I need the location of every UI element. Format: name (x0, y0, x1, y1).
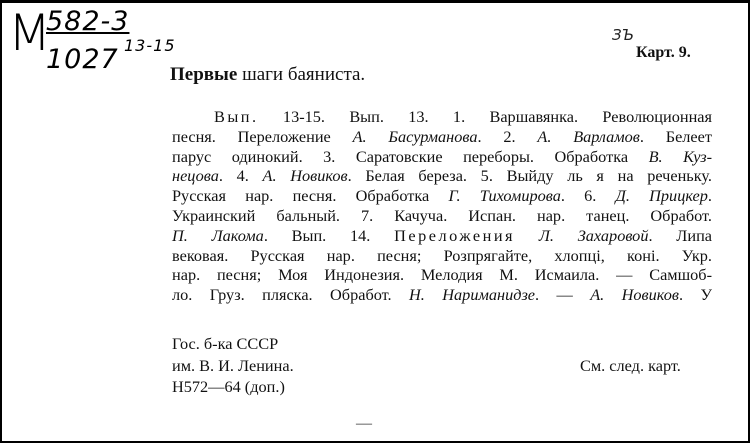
author-name: А. Варламов (537, 126, 640, 146)
body-fragment (515, 226, 539, 245)
body-fragment: вековая. Русская нар. песня; Розпрягайте, хлопці, коні. Укр. (172, 245, 712, 265)
author-name: А. Новиков (590, 285, 679, 305)
author-name: нецова (172, 166, 219, 186)
card-body (172, 107, 712, 305)
body-line (172, 226, 712, 246)
card-number: Карт. 9. (636, 44, 691, 61)
author-name: Н. Нариманидзе (409, 285, 536, 305)
body-fragment: . 6. (560, 186, 616, 206)
title-rest: шаги баяниста. (237, 64, 366, 85)
see-next-card: См. след. карт. (580, 356, 681, 375)
card-left-edge (0, 0, 2, 443)
body-line (172, 166, 712, 186)
library-dedication: им. В. И. Ленина. (172, 356, 294, 375)
body-line (172, 127, 712, 147)
body-fragment: . Липа (648, 225, 713, 245)
body-fragment: . (707, 186, 712, 206)
handwritten-range: 13-15 (124, 36, 176, 55)
body-line (172, 206, 712, 226)
bottom-mark: — (356, 415, 372, 432)
handwritten-number: 1027 (46, 44, 119, 75)
body-fragment: . Белая береза. 5. Выйду ль я на реченьку. (347, 166, 712, 186)
body-fragment: . Белеет (639, 126, 712, 146)
handwritten-shelfmark: 582-3 (46, 6, 130, 37)
handwritten-letter: M (8, 4, 53, 62)
body-fragment: ло. Груз. пляска. Обработ. (172, 285, 410, 305)
body-fragment: Украинский бальный. 7. Качуча. Испан. нар. танец. Обработ. (172, 205, 712, 225)
body-fragment: . Вып. 14. (263, 225, 395, 245)
body-fragment: парус одинокий. 3. Саратовские переборы. Обработка (172, 146, 649, 166)
author-name: П. Лакома (172, 225, 264, 245)
body-line (172, 246, 712, 266)
library-name: Гос. б-ка СССР (172, 334, 279, 353)
body-fragment: нар. песня; Моя Индонезия. Мелодия М. Исмаила. — Самшоб- (172, 265, 712, 285)
body-fragment: песня. Переложение (172, 126, 353, 146)
author-name: А. Новиков (262, 166, 348, 186)
card-top-edge (0, 0, 750, 3)
spaced-word: Переложения (394, 225, 516, 245)
body-fragment: Русская нар. песня. Обработка (172, 186, 449, 206)
author-name: Г. Тихомирова (448, 186, 561, 206)
author-name: Л. Захаровой (538, 225, 649, 245)
body-line (172, 265, 712, 285)
card-title (170, 64, 365, 86)
title-bold-word: Первые (170, 64, 238, 85)
body-fragment: . 4. (218, 166, 263, 186)
body-fragment: . У (678, 285, 712, 305)
body-fragment: . — (535, 285, 591, 305)
body-line (172, 147, 712, 167)
author-name: Д. Прицкер (615, 186, 708, 206)
body-line (172, 285, 712, 305)
catalog-code: Н572—64 (доп.) (172, 377, 285, 396)
stamp-mark: ЗЪ (612, 26, 635, 44)
author-name: В. Куз- (648, 146, 713, 166)
body-fragment: 13-15. Вып. 13. 1. Варшавянка. Революционная (258, 107, 712, 126)
author-name: А. Басурманова (352, 126, 478, 146)
body-line (172, 186, 712, 206)
body-line (172, 107, 712, 127)
body-fragment: Вып. (214, 107, 259, 126)
body-fragment: . 2. (477, 126, 538, 146)
